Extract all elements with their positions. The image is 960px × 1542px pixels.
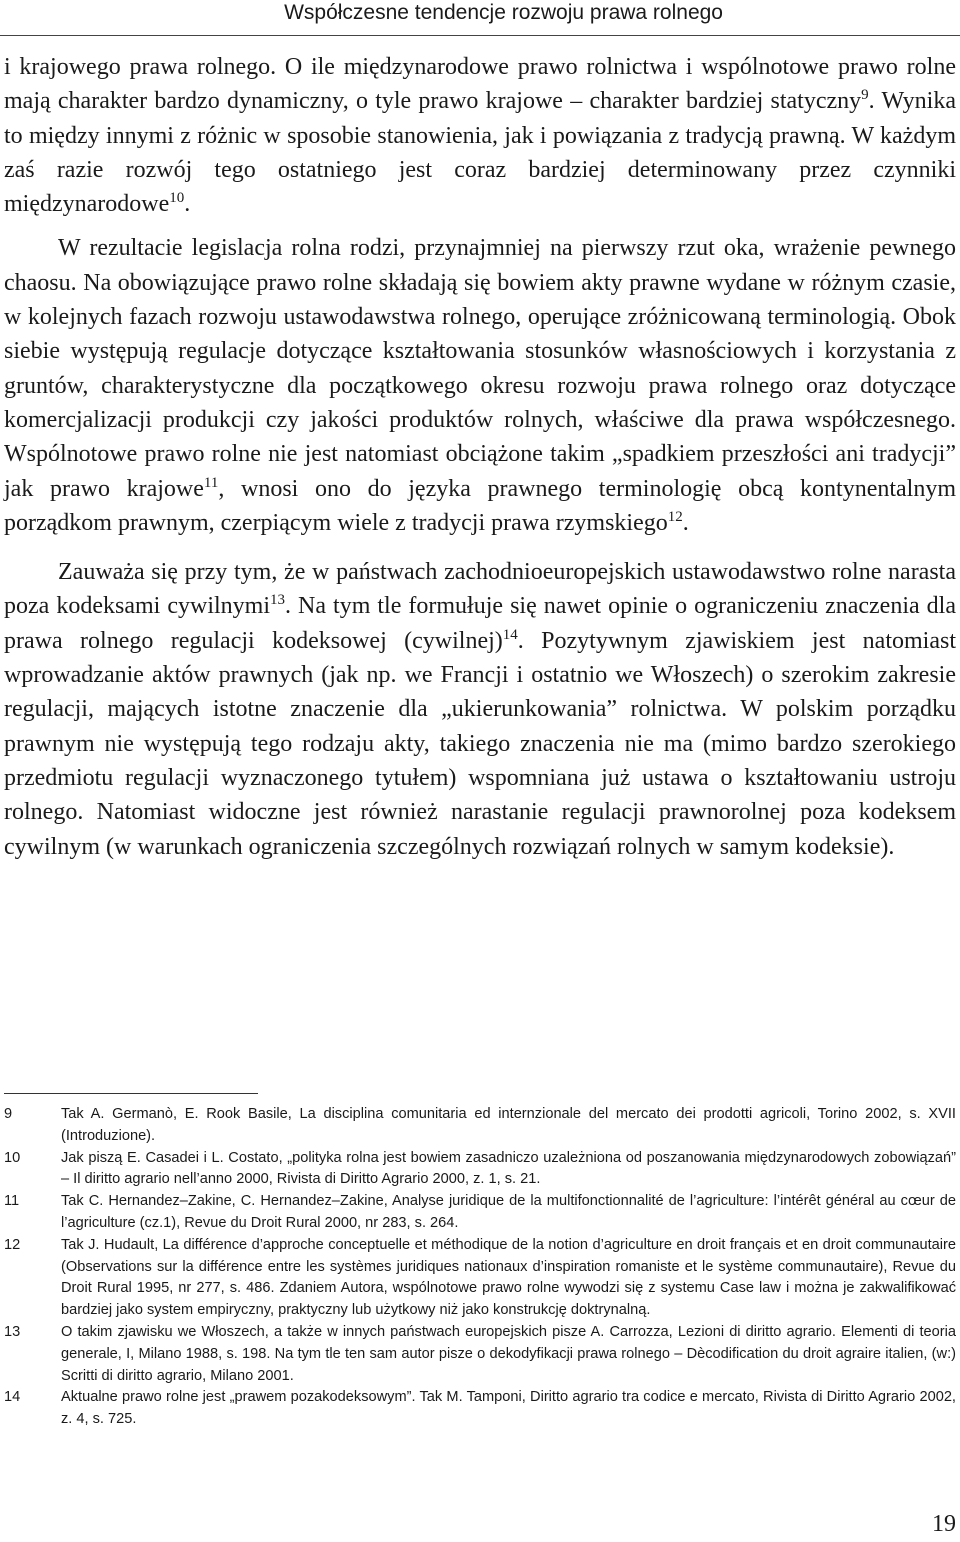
paragraph-1-text-b: . Wynika to między innymi z różnic w sposobie stanowienia, jak i powiązania z tradycją prawną. W każdym zaś razie rozwój tego ostatniego jest coraz bardziej determinowany przez czynniki międzynarodowe	[4, 88, 956, 218]
page-number: 19	[932, 1511, 956, 1537]
paragraph-3	[4, 555, 956, 864]
footnote-ref-13[interactable]: 13	[270, 592, 285, 609]
paragraph-1-text-c: .	[184, 191, 191, 218]
body-text	[4, 50, 956, 864]
footnote-number: 14	[4, 1389, 21, 1406]
footnote-text: Tak A. Germanò, E. Rook Basile, La disciplina comunitaria ed internzionale del mercato dei prodotti agricoli, Torino 2002, s. XVII (Introduzione).	[61, 1106, 956, 1144]
footnote-11	[4, 1191, 956, 1235]
paragraph-3-text-a: Zauważa się przy tym, że w państwach zachodnioeuropejskich ustawodawstwo rolne narasta poza kodeksami cywilnymi	[4, 559, 956, 620]
paragraph-1	[4, 50, 956, 221]
footnote-ref-12[interactable]: 12	[667, 508, 683, 525]
footnote-text: Aktualne prawo rolne jest „prawem pozakodeksowym”. Tak M. Tamponi, Diritto agrario tra codice e mercato, Rivista di Diritto Agrario 2002, z. 4, s. 725.	[61, 1389, 956, 1428]
footnote-text: O takim zjawisku we Włoszech, a także w innych państwach europejskich pisze A. Carrozza, Lezioni di diritto agrario. Elementi di teoria generale, I, Milano 1988, s. 198. Na tym tle ten sam autor pisze o dekodyfikacji prawa rolnego – Dècodification du droit agraire italien, (w:) Scritti di diritto agrario, Milano 2001.	[61, 1323, 956, 1384]
footnote-13	[4, 1322, 956, 1387]
running-header: Współczesne tendencje rozwoju prawa rolnego	[284, 1, 723, 24]
paragraph-3-text-b: . Na tym tle formułuje się nawet opinie o ograniczeniu znaczenia dla prawa rolnego regulacji kodeksowej (cywilnej)	[4, 593, 956, 654]
footnote-rule	[4, 1093, 258, 1094]
paragraph-1-text-a: i krajowego prawa rolnego. O ile międzynarodowe prawo rolnictwa i wspólnotowe prawo rolne mają charakter bardzo dynamiczny, o tyle prawo krajowe – charakter bardziej statyczny	[4, 54, 956, 115]
footnote-14	[4, 1387, 956, 1431]
paragraph-2-text-b: , wnosi ono do języka prawnego terminologię obcą kontynentalnym porządkom prawnym, czerpiącym wiele z tradycji prawa rzymskiego	[4, 475, 957, 536]
footnote-number: 11	[4, 1193, 20, 1210]
footnote-number: 13	[4, 1323, 21, 1340]
footnote-ref-10[interactable]: 10	[169, 190, 185, 207]
footnote-text: Jak piszą E. Casadei i L. Costato, „polityka rolna jest bowiem zasadniczo uzależniona od poszanowania międzynarodowych zobowiązań” – Il diritto agrario nell’anno 2000, Rivista di Diritto Agrario 2000, z. 1, s. 21.	[61, 1149, 956, 1188]
header-rule	[0, 35, 960, 36]
footnote-ref-11[interactable]: 11	[203, 474, 219, 491]
footnotes	[4, 1104, 956, 1431]
footnote-text: Tak J. Hudault, La différence d’approche conceptuelle et méthodique de la notion d’agriculture en droit français et en droit communautaire (Observations sur la différence entre les systèmes juridiques nationaux d’inspiration romaniste et le système communautaire), Revue du Droit Rural 1995, nr 277, s. 486. Zdaniem Autora, wspólnotowe prawo rolne wywodzi się z systemu Case law i można je zakwalifikować bardziej jako system empiryczny, praktyczny lub użytkowy niż jako konstrukcję doktrynalną.	[61, 1236, 956, 1319]
footnote-ref-14[interactable]: 14	[502, 626, 518, 643]
paragraph-2-text-c: .	[682, 509, 689, 536]
paragraph-3-text-c: . Pozytywnym zjawiskiem jest natomiast wprowadzanie aktów prawnych (jak np. we Francji i ostatnio we Włoszech) o szerokim zakresie regulacji, mających istotne znaczenie dla „ukierunkowania” rolnictwa. W polskim porządku prawnym nie występują tego rodzaju akty, takiego znaczenia nie ma (mimo bardzo szerokiego przedmiotu regulacji wyznaczonego tytułem) wspomniana już ustawa o kształtowaniu ustroju rolnego. Natomiast widoczne jest również narastanie regulacji prawnorolnej poza kodeksem cywilnym (w warunkach ograniczenia szczególnych rozwiązań rolnych w samym kodeksie).	[4, 627, 956, 860]
footnote-number: 9	[4, 1106, 13, 1122]
footnote-12	[4, 1235, 956, 1322]
footnote-ref-9[interactable]: 9	[861, 87, 869, 104]
footnote-9	[4, 1104, 956, 1148]
footnote-number: 10	[4, 1149, 21, 1166]
paragraph-2	[4, 231, 956, 540]
paragraph-2-text-a: W rezultacie legislacja rolna rodzi, przynajmniej na pierwszy rzut oka, wrażenie pewnego chaosu. Na obowiązujące prawo rolne składają się bowiem akty prawne wydane w różnym czasie, w kolejnych fazach rozwoju ustawodawstwa rolnego, operujące zróżnicowaną terminologią. Obok siebie występują regulacje dotyczące kształtowania stosunków własnościowych i korzystania z gruntów, charakterystyczne dla początkowego okresu rozwoju prawa rolnego oraz dotyczące komercjalizacji produkcji czy jakości produktów rolnych, właściwe dla prawa współczesnego. Wspólnotowe prawo rolne nie jest natomiast obciążone takim „spadkiem przeszłości ani tradycji” jak prawo krajowe	[4, 235, 956, 502]
footnote-text: Tak C. Hernandez–Zakine, C. Hernandez–Zakine, Analyse juridique de la multifonctionnalité de l’agriculture: l’intérêt général au cœur de l’agriculture (cz.1), Revue du Droit Rural 2000, nr 283, s. 264.	[61, 1193, 956, 1231]
footnote-10	[4, 1148, 956, 1192]
footnote-number: 12	[4, 1236, 21, 1253]
